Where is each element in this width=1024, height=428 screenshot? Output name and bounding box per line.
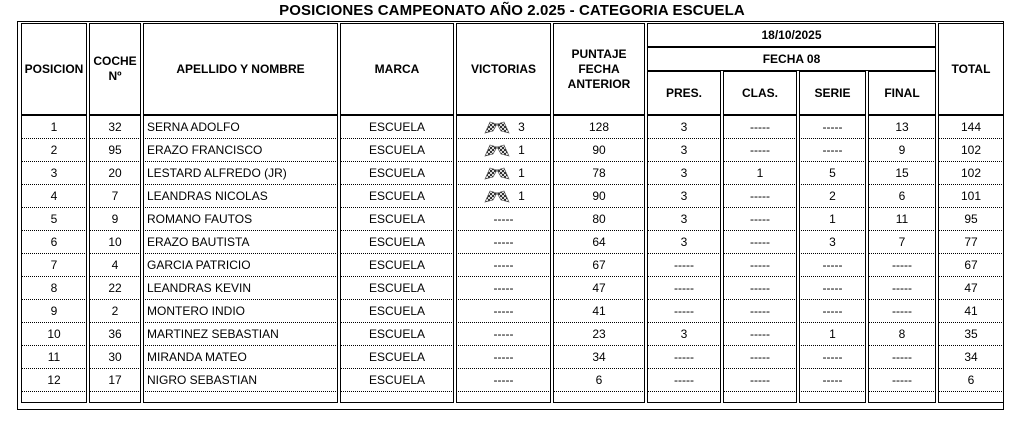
cell-clas: ----- — [723, 323, 797, 346]
standings-body — [21, 115, 1004, 403]
cell-pres: 3 — [647, 115, 721, 139]
cell-clas: ----- — [723, 346, 797, 369]
cell-nombre: MIRANDA MATEO — [143, 346, 338, 369]
cell-coche: 9 — [89, 208, 141, 231]
cell-final: 8 — [868, 323, 936, 346]
cell-victorias — [456, 139, 551, 162]
cell-serie: 3 — [799, 231, 866, 254]
cell-victorias — [456, 115, 551, 139]
cell-coche: 36 — [89, 323, 141, 346]
cell-pres: ----- — [647, 254, 721, 277]
cell-serie: ----- — [799, 369, 866, 392]
victorias-count: 3 — [518, 119, 525, 134]
cell-puntaje: 64 — [553, 231, 645, 254]
cell-marca: ESCUELA — [340, 115, 454, 139]
header-puntaje: PUNTAJE FECHA ANTERIOR — [553, 23, 645, 115]
cell-coche: 30 — [89, 346, 141, 369]
cell-posicion: 8 — [21, 277, 87, 300]
empty-cell — [89, 392, 141, 403]
header-clas: CLAS. — [723, 71, 797, 115]
cell-total: 35 — [938, 323, 1004, 346]
cell-coche: 20 — [89, 162, 141, 185]
header-fecha-date: 18/10/2025 — [647, 23, 936, 47]
cell-total: 77 — [938, 231, 1004, 254]
cell-nombre: LESTARD ALFREDO (JR) — [143, 162, 338, 185]
cell-pres: ----- — [647, 369, 721, 392]
cell-clas: ----- — [723, 277, 797, 300]
checkered-flags-icon — [482, 143, 512, 158]
cell-marca: ESCUELA — [340, 208, 454, 231]
cell-final: ----- — [868, 277, 936, 300]
cell-clas: ----- — [723, 139, 797, 162]
cell-marca: ESCUELA — [340, 300, 454, 323]
header-apellido: APELLIDO Y NOMBRE — [143, 23, 338, 115]
header-final: FINAL — [868, 71, 936, 115]
cell-posicion: 2 — [21, 139, 87, 162]
cell-puntaje: 41 — [553, 300, 645, 323]
cell-nombre: MARTINEZ SEBASTIAN — [143, 323, 338, 346]
cell-nombre: GARCIA PATRICIO — [143, 254, 338, 277]
cell-pres: 3 — [647, 162, 721, 185]
cell-coche: 17 — [89, 369, 141, 392]
cell-pres: 3 — [647, 208, 721, 231]
cell-posicion: 1 — [21, 115, 87, 139]
header-victorias: VICTORIAS — [456, 23, 551, 115]
table-row — [21, 231, 1004, 254]
cell-nombre: MONTERO INDIO — [143, 300, 338, 323]
cell-total: 144 — [938, 115, 1004, 139]
cell-posicion: 4 — [21, 185, 87, 208]
cell-coche: 2 — [89, 300, 141, 323]
table-row — [21, 139, 1004, 162]
cell-victorias: ----- — [456, 277, 551, 300]
cell-final: ----- — [868, 369, 936, 392]
cell-nombre: LEANDRAS NICOLAS — [143, 185, 338, 208]
cell-clas: 1 — [723, 162, 797, 185]
cell-clas: ----- — [723, 231, 797, 254]
cell-total: 102 — [938, 162, 1004, 185]
cell-posicion: 9 — [21, 300, 87, 323]
checkered-flags-icon — [482, 166, 512, 181]
cell-pres: ----- — [647, 346, 721, 369]
cell-puntaje: 80 — [553, 208, 645, 231]
cell-total: 6 — [938, 369, 1004, 392]
cell-posicion: 12 — [21, 369, 87, 392]
cell-final: 6 — [868, 185, 936, 208]
empty-cell — [143, 392, 338, 403]
cell-serie: 2 — [799, 185, 866, 208]
victorias-count: 1 — [518, 188, 525, 203]
cell-marca: ESCUELA — [340, 369, 454, 392]
cell-final: ----- — [868, 254, 936, 277]
cell-final: 13 — [868, 115, 936, 139]
cell-serie: ----- — [799, 139, 866, 162]
cell-victorias: ----- — [456, 231, 551, 254]
victorias-count: 1 — [518, 165, 525, 180]
header-serie: SERIE — [799, 71, 866, 115]
cell-serie: ----- — [799, 277, 866, 300]
table-row — [21, 162, 1004, 185]
cell-puntaje: 47 — [553, 277, 645, 300]
cell-nombre: LEANDRAS KEVIN — [143, 277, 338, 300]
cell-marca: ESCUELA — [340, 277, 454, 300]
cell-coche: 95 — [89, 139, 141, 162]
cell-final: 11 — [868, 208, 936, 231]
cell-nombre: ERAZO FRANCISCO — [143, 139, 338, 162]
cell-marca: ESCUELA — [340, 231, 454, 254]
cell-final: ----- — [868, 346, 936, 369]
cell-clas: ----- — [723, 115, 797, 139]
cell-pres: ----- — [647, 277, 721, 300]
cell-final: 7 — [868, 231, 936, 254]
header-fecha-num: FECHA 08 — [647, 47, 936, 71]
table-row — [21, 346, 1004, 369]
header-posicion: POSICION — [21, 23, 87, 115]
cell-posicion: 6 — [21, 231, 87, 254]
empty-cell — [938, 392, 1004, 403]
cell-serie: 5 — [799, 162, 866, 185]
cell-posicion: 11 — [21, 346, 87, 369]
cell-puntaje: 78 — [553, 162, 645, 185]
cell-victorias: ----- — [456, 254, 551, 277]
cell-total: 102 — [938, 139, 1004, 162]
cell-marca: ESCUELA — [340, 139, 454, 162]
table-row — [21, 254, 1004, 277]
cell-serie: ----- — [799, 346, 866, 369]
cell-marca: ESCUELA — [340, 185, 454, 208]
cell-posicion: 5 — [21, 208, 87, 231]
cell-nombre: SERNA ADOLFO — [143, 115, 338, 139]
cell-puntaje: 23 — [553, 323, 645, 346]
empty-cell — [340, 392, 454, 403]
checkered-flags-icon — [482, 189, 512, 204]
table-row — [21, 115, 1004, 139]
cell-pres: ----- — [647, 300, 721, 323]
cell-final: 9 — [868, 139, 936, 162]
cell-marca: ESCUELA — [340, 323, 454, 346]
cell-victorias: ----- — [456, 346, 551, 369]
cell-puntaje: 90 — [553, 185, 645, 208]
header-total: TOTAL — [938, 23, 1004, 115]
empty-cell — [799, 392, 866, 403]
cell-posicion: 7 — [21, 254, 87, 277]
cell-puntaje: 6 — [553, 369, 645, 392]
cell-posicion: 10 — [21, 323, 87, 346]
standings-table — [19, 23, 1006, 403]
cell-serie: ----- — [799, 300, 866, 323]
cell-coche: 7 — [89, 185, 141, 208]
header-coche: COCHE Nº — [89, 23, 141, 115]
cell-pres: 3 — [647, 185, 721, 208]
cell-serie: 1 — [799, 323, 866, 346]
table-row — [21, 185, 1004, 208]
cell-total: 47 — [938, 277, 1004, 300]
cell-coche: 10 — [89, 231, 141, 254]
empty-cell — [723, 392, 797, 403]
cell-pres: 3 — [647, 323, 721, 346]
empty-cell — [868, 392, 936, 403]
empty-cell — [456, 392, 551, 403]
cell-total: 101 — [938, 185, 1004, 208]
cell-final: ----- — [868, 300, 936, 323]
cell-clas: ----- — [723, 185, 797, 208]
table-row — [21, 300, 1004, 323]
cell-coche: 4 — [89, 254, 141, 277]
cell-nombre: NIGRO SEBASTIAN — [143, 369, 338, 392]
cell-posicion: 3 — [21, 162, 87, 185]
cell-total: 67 — [938, 254, 1004, 277]
cell-puntaje: 128 — [553, 115, 645, 139]
cell-marca: ESCUELA — [340, 346, 454, 369]
cell-nombre: ROMANO FAUTOS — [143, 208, 338, 231]
cell-total: 41 — [938, 300, 1004, 323]
cell-victorias: ----- — [456, 208, 551, 231]
cell-victorias — [456, 185, 551, 208]
cell-clas: ----- — [723, 254, 797, 277]
empty-cell — [553, 392, 645, 403]
cell-clas: ----- — [723, 369, 797, 392]
cell-victorias: ----- — [456, 300, 551, 323]
cell-victorias: ----- — [456, 369, 551, 392]
table-row — [21, 208, 1004, 231]
cell-total: 95 — [938, 208, 1004, 231]
cell-serie: ----- — [799, 254, 866, 277]
table-row — [21, 369, 1004, 392]
cell-pres: 3 — [647, 139, 721, 162]
cell-pres: 3 — [647, 231, 721, 254]
table-row — [21, 277, 1004, 300]
page-title: POSICIONES CAMPEONATO AÑO 2.025 - CATEGORIA ESCUELA — [279, 2, 745, 19]
cell-puntaje: 34 — [553, 346, 645, 369]
cell-nombre: ERAZO BAUTISTA — [143, 231, 338, 254]
cell-marca: ESCUELA — [340, 254, 454, 277]
cell-coche: 22 — [89, 277, 141, 300]
cell-marca: ESCUELA — [340, 162, 454, 185]
empty-cell — [21, 392, 87, 403]
cell-puntaje: 67 — [553, 254, 645, 277]
header-pres: PRES. — [647, 71, 721, 115]
header-marca: MARCA — [340, 23, 454, 115]
cell-clas: ----- — [723, 300, 797, 323]
cell-clas: ----- — [723, 208, 797, 231]
cell-coche: 32 — [89, 115, 141, 139]
cell-serie: 1 — [799, 208, 866, 231]
checkered-flags-icon — [482, 120, 512, 135]
table-row-empty — [21, 392, 1004, 403]
cell-victorias — [456, 162, 551, 185]
cell-serie: ----- — [799, 115, 866, 139]
victorias-count: 1 — [518, 142, 525, 157]
table-row — [21, 323, 1004, 346]
cell-total: 34 — [938, 346, 1004, 369]
cell-puntaje: 90 — [553, 139, 645, 162]
cell-final: 15 — [868, 162, 936, 185]
cell-victorias: ----- — [456, 323, 551, 346]
empty-cell — [647, 392, 721, 403]
